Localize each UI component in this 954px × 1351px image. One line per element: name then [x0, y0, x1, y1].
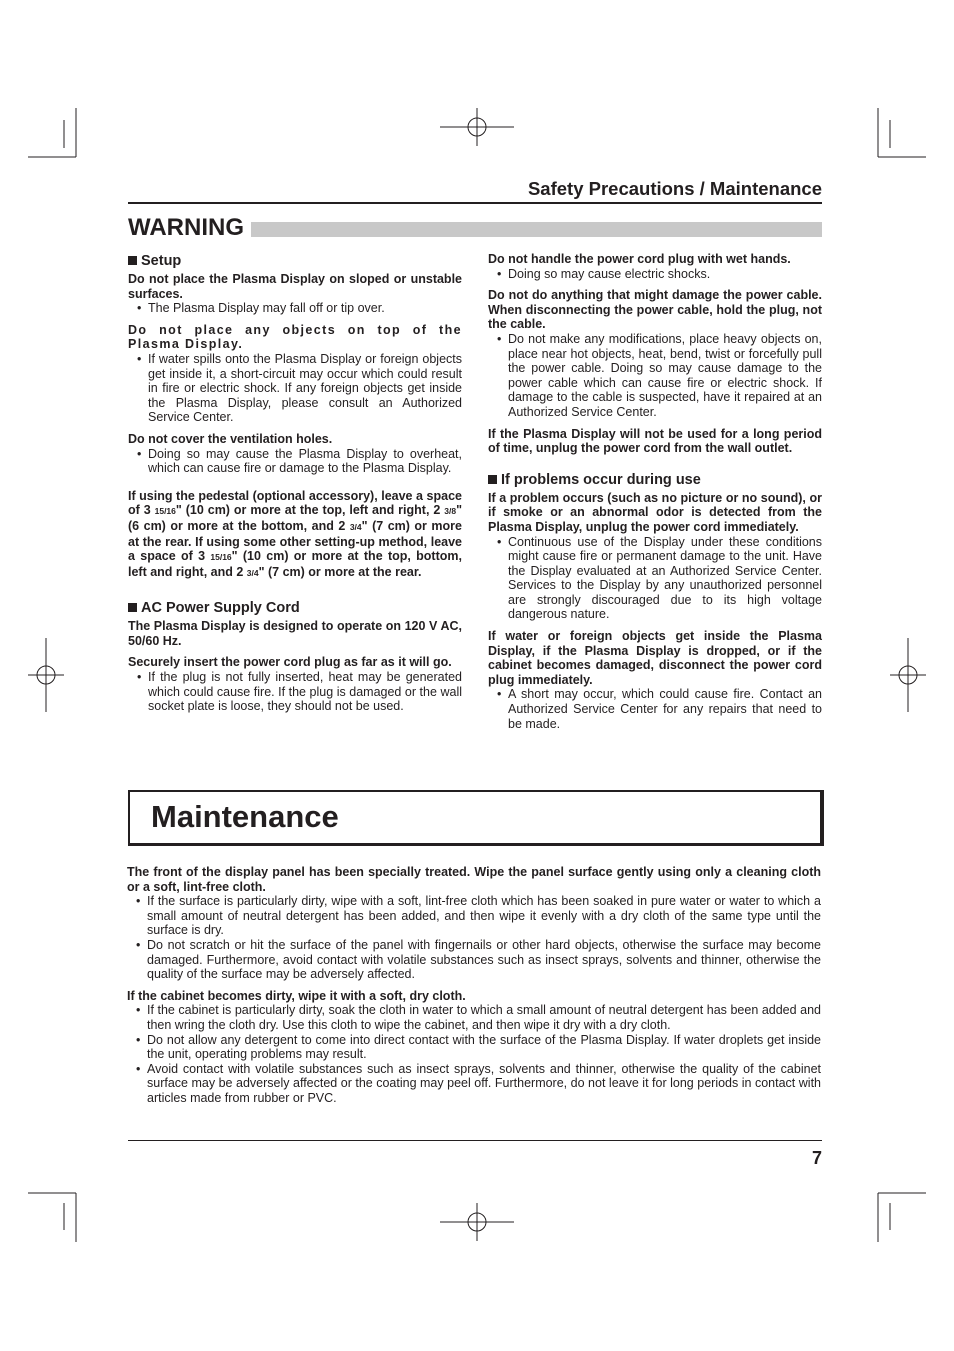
right-bold-3: If the Plasma Display will not be used for a long period of time, unplug the power cord from the wall outlet. — [488, 426, 822, 456]
problems-bold-1: If a problem occurs (such as no picture or no sound), or if smoke or an abnormal odor is detected from the Plasma Display, unplug the power cord immediately. — [488, 490, 822, 534]
section-header: Safety Precautions / Maintenance — [527, 178, 822, 199]
ac-power-heading: AC Power Supply Cord — [128, 599, 462, 617]
maintenance-title: Maintenance — [151, 799, 339, 834]
list-item: • Do not make any modifications, place heavy objects on, place near hot objects, heat, bend, twist or forcefully pull the power cable. Doing so may cause damage to the power cable which can cause fire or electric shock. If damage to the cable is suspected, have it repaired at an Authorized Service Center. — [508, 332, 822, 420]
square-bullet-icon — [128, 256, 137, 265]
problems-list-1 — [488, 535, 822, 623]
maintenance-title-box — [128, 790, 824, 846]
list-item: • Continuous use of the Display under these conditions might cause fire or permanent damage to the unit. Have the Display evaluated at an Authorized Service Center. Services to the Display by any unauthorized personnel are strongly discouraged due to its high voltage dangerous nature. — [508, 535, 822, 623]
problems-heading: If problems occur during use — [488, 471, 822, 489]
warning-left-column — [128, 252, 462, 714]
setup-list-1 — [128, 301, 462, 316]
ac-bold-2: Securely insert the power cord plug as far as it will go. — [128, 655, 452, 670]
page-number: 7 — [811, 1148, 822, 1168]
list-item: • Do not scratch or hit the surface of the panel with fingernails or other hard objects, otherwise the surface may become damaged. Furthermore, avoid contact with volatile substances such as insect sprays, solvents and thinner, otherwise the quality of the surface may be adversely affected. — [147, 938, 821, 982]
list-item: • If water spills onto the Plasma Display or foreign objects get inside it, a short-circuit may occur which could result in fire or electric shock. If any foreign objects get inside the Plasma Display, please consult an Authorized Service Center. — [148, 352, 462, 425]
problems-bold-2: If water or foreign objects get inside the Plasma Display, if the Plasma Display is dropped, or if the cabinet becomes damaged, disconnect the power cord plug immediately. — [488, 629, 822, 687]
maintenance-bold-2: If the cabinet becomes dirty, wipe it with a soft, dry cloth. — [127, 988, 466, 1003]
maintenance-list-2 — [127, 1003, 821, 1105]
setup-list-2 — [128, 352, 462, 425]
setup-bold-4: If using the pedestal (optional accessory), leave a space of 3 15/16" (10 cm) or more at the top, left and right, 2 3/8" (6 cm) or more at the bottom, and 2 3/4" (7 cm) or more at the rear. If using some other setting-up method, leave a space of 3 15/16" (10 cm) or more at the top, bottom, left and right, and 2 3/4" (7 cm) or more at the rear. — [128, 488, 462, 579]
square-bullet-icon — [488, 475, 497, 484]
warning-bar — [251, 222, 822, 237]
list-item: • If the cabinet is particularly dirty, soak the cloth in water to which a small amount of neutral detergent has been added and then wring the cloth dry. Use this cloth to wipe the cabinet, and then wipe it dry with a dry cloth. — [147, 1003, 821, 1032]
setup-list-3 — [128, 447, 462, 476]
footer-rule — [128, 1140, 822, 1141]
list-item: • Doing so may cause electric shocks. — [508, 267, 822, 282]
setup-bold-2: Do not place any objects on top of the Plasma Display. — [128, 322, 462, 352]
registration-mark-right — [890, 638, 926, 712]
square-bullet-icon — [128, 603, 137, 612]
list-item: • Doing so may cause the Plasma Display to overheat, which can cause fire or damage to the Plasma Display. — [148, 447, 462, 476]
registration-mark-bottom — [440, 1203, 514, 1241]
maintenance-list-1 — [127, 894, 821, 982]
list-item: • If the surface is particularly dirty, wipe with a soft, lint-free cloth which has been soaked in pure water or water to which a small amount of neutral detergent has been added, and then wipe it evenly with a dry cloth of the same type until the surface is dry. — [147, 894, 821, 938]
maintenance-bold-1: The front of the display panel has been specially treated. Wipe the panel surface gently using only a cleaning cloth or a soft, lint-free cloth. — [127, 865, 821, 894]
ac-list — [128, 670, 462, 714]
problems-list-2 — [488, 687, 822, 731]
registration-mark-top — [440, 108, 514, 146]
right-bold-2: Do not do anything that might damage the power cable. When disconnecting the power cable, hold the plug, not the cable. — [488, 288, 822, 332]
warning-right-column — [488, 252, 822, 731]
list-item: • Avoid contact with volatile substances such as insect sprays, solvents and thinner, otherwise the quality of the cabinet surface may be adversely affected or the coating may peel off. Furthermore, do not leave it for long periods in contact with articles made from rubber or PVC. — [147, 1062, 821, 1106]
list-item: • Do not allow any detergent to come into direct contact with the surface of the Plasma Display. If water droplets get inside the unit, operating problems may result. — [147, 1033, 821, 1062]
right-bold-1: Do not handle the power cord plug with wet hands. — [488, 252, 791, 266]
setup-bold-3: Do not cover the ventilation holes. — [128, 431, 333, 446]
list-item: • The Plasma Display may fall off or tip over. — [148, 301, 462, 316]
list-item: • If the plug is not fully inserted, heat may be generated which could cause fire. If the plug is damaged or the wall socket plate is loose, they should not be used. — [148, 670, 462, 714]
right-list-1 — [488, 267, 822, 282]
header-rule — [128, 202, 822, 204]
setup-bold-1: Do not place the Plasma Display on sloped or unstable surfaces. — [128, 272, 462, 301]
registration-mark-left — [28, 638, 64, 712]
ac-bold-1: The Plasma Display is designed to operate on 120 V AC, 50/60 Hz. — [128, 619, 462, 648]
list-item: • A short may occur, which could cause fire. Contact an Authorized Service Center for any repairs that need to be made. — [508, 687, 822, 731]
right-list-2 — [488, 332, 822, 420]
setup-heading: Setup — [128, 252, 462, 270]
maintenance-body — [127, 865, 821, 1106]
warning-title: WARNING — [128, 214, 244, 241]
